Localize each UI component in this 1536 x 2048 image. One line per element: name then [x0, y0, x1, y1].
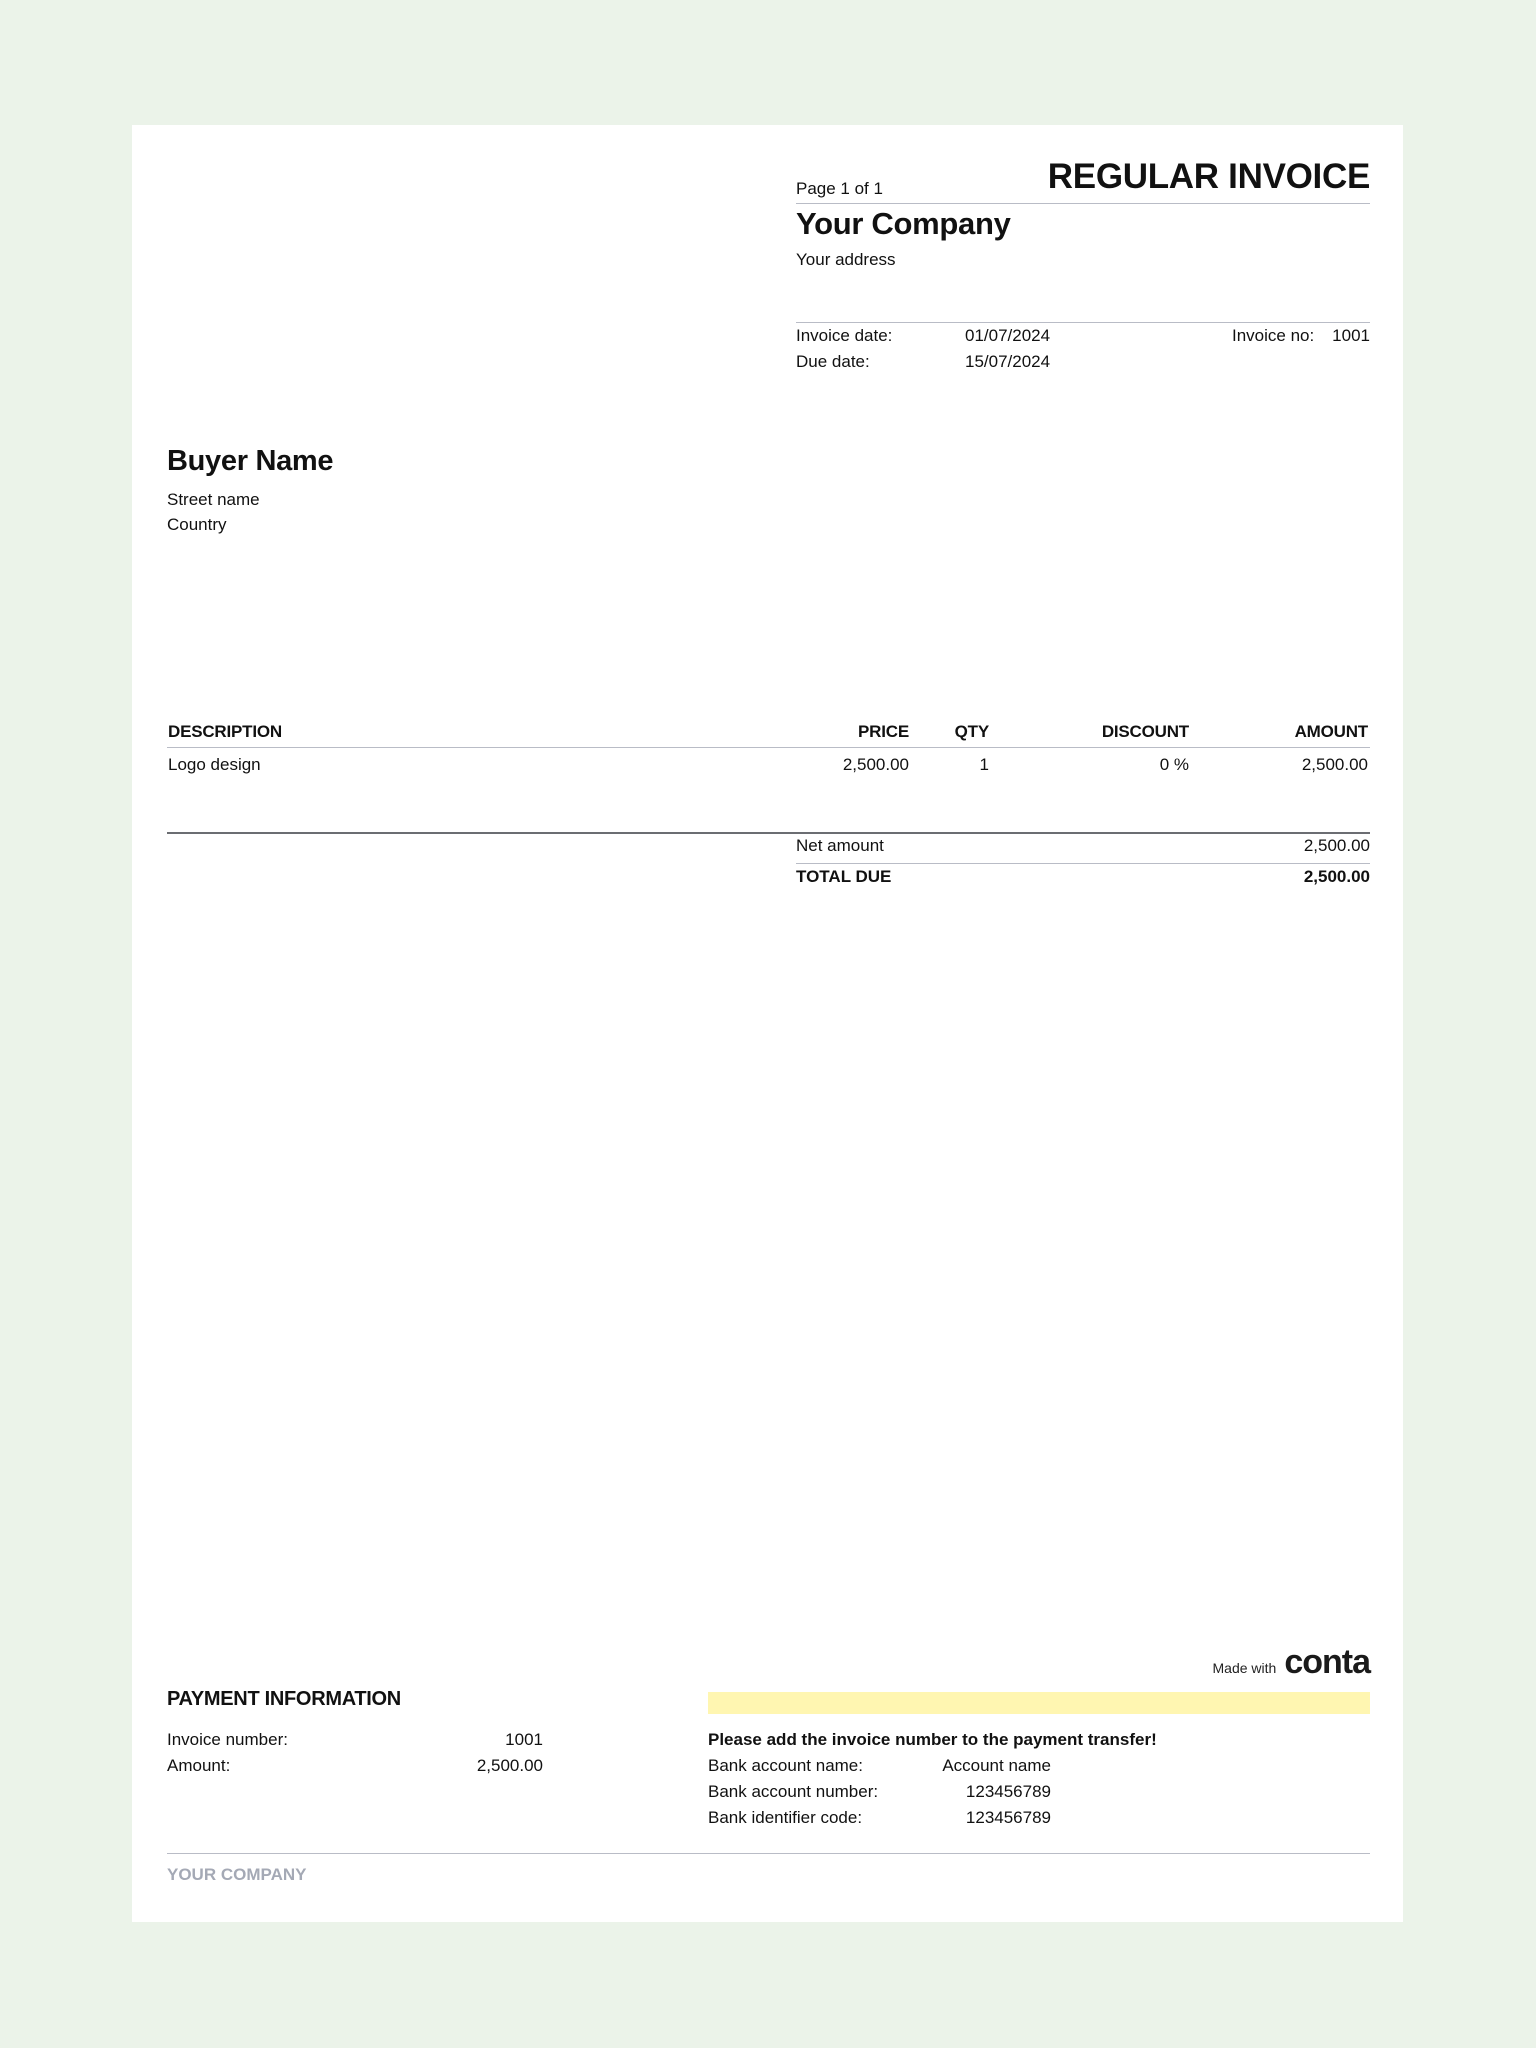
bank-account-name-value: Account name: [942, 1756, 1051, 1775]
page-indicator: Page 1 of 1: [796, 179, 883, 198]
payment-invoice-number-value: 1001: [505, 1730, 543, 1749]
column-header-discount: DISCOUNT: [1101, 722, 1189, 741]
net-amount-label: Net amount: [796, 836, 884, 855]
total-due-label: TOTAL DUE: [796, 867, 892, 886]
made-with-label: Made with: [1212, 1660, 1277, 1676]
table-bottom-divider: [167, 832, 1370, 834]
total-due-value: 2,500.00: [1303, 867, 1370, 886]
row-description: Logo design: [168, 755, 261, 774]
footer-company-name: YOUR COMPANY: [167, 1865, 307, 1884]
table-header-divider: [167, 747, 1370, 748]
invoice-date-value: 01/07/2024: [965, 326, 1051, 345]
buyer-country: Country: [167, 515, 227, 534]
footer-divider: [167, 1853, 1370, 1854]
invoice-date-label: Invoice date:: [796, 326, 893, 345]
payment-amount-label: Amount:: [167, 1756, 231, 1775]
invoice-page: [132, 125, 1403, 1922]
company-name: Your Company: [796, 206, 1011, 241]
buyer-name: Buyer Name: [167, 445, 334, 477]
made-with-conta: [1213, 1643, 1371, 1682]
payment-information-title: PAYMENT INFORMATION: [167, 1688, 401, 1710]
bank-account-number-label: Bank account number:: [708, 1782, 879, 1801]
due-date-value: 15/07/2024: [965, 352, 1051, 371]
bank-account-name-label: Bank account name:: [708, 1756, 863, 1775]
conta-logo-icon: conta: [1284, 1643, 1370, 1681]
bank-account-number-value: 123456789: [965, 1782, 1051, 1801]
column-header-price: PRICE: [858, 722, 909, 741]
payment-notice: Please add the invoice number to the payment transfer!: [708, 1730, 1157, 1749]
row-amount: 2,500.00: [1301, 755, 1368, 774]
column-header-description: DESCRIPTION: [168, 722, 282, 741]
invoice-title: REGULAR INVOICE: [1047, 157, 1370, 196]
column-header-qty: QTY: [954, 722, 989, 741]
invoice-no-value: 1001: [1332, 326, 1370, 345]
highlight-bar: [708, 1692, 1370, 1714]
column-header-amount: AMOUNT: [1294, 722, 1368, 741]
payment-amount-value: 2,500.00: [476, 1756, 543, 1775]
row-price: 2,500.00: [842, 755, 909, 774]
net-amount-value: 2,500.00: [1303, 836, 1370, 855]
meta-divider: [796, 322, 1370, 323]
company-address: Your address: [796, 250, 896, 269]
payment-invoice-number-label: Invoice number:: [167, 1730, 288, 1749]
header-divider: [796, 203, 1370, 204]
row-discount: 0 %: [1159, 755, 1189, 774]
totals-divider: [796, 863, 1370, 864]
row-qty: 1: [979, 755, 989, 774]
buyer-street: Street name: [167, 490, 260, 509]
due-date-label: Due date:: [796, 352, 870, 371]
bank-identifier-value: 123456789: [965, 1808, 1051, 1827]
invoice-no-label: Invoice no:: [1232, 326, 1315, 345]
bank-identifier-label: Bank identifier code:: [708, 1808, 863, 1827]
